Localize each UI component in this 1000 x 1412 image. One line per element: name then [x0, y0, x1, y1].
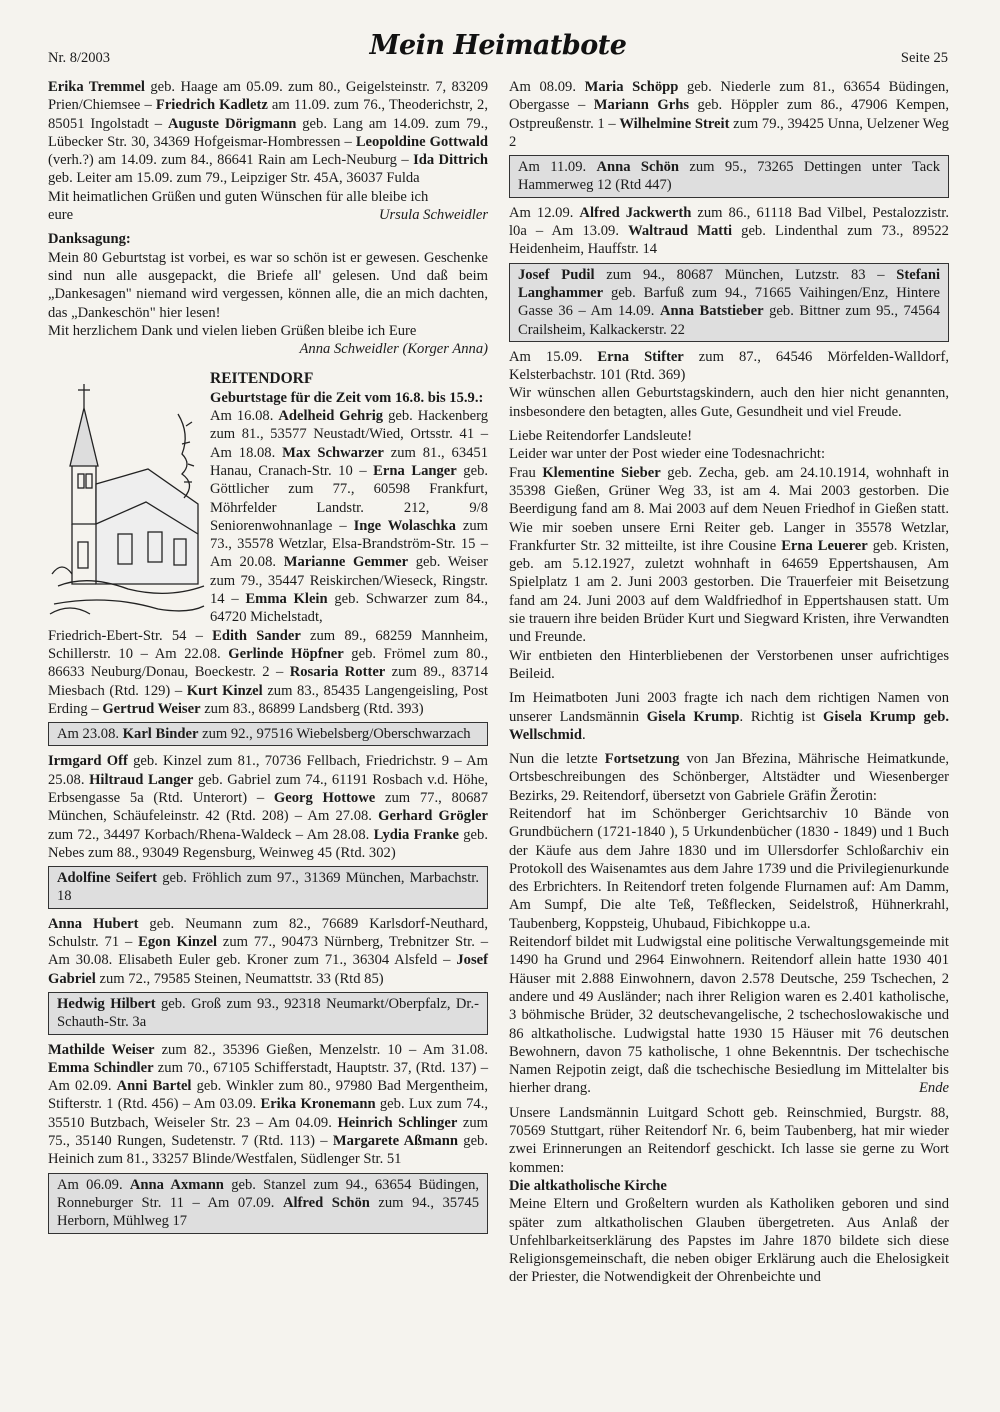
person-name: Mathilde Weiser: [48, 1041, 155, 1058]
person-name: Gerhard Grögler: [378, 808, 488, 825]
issue-number: Nr. 8/2003: [48, 50, 111, 66]
person-name: Erika Kronemann: [260, 1096, 376, 1113]
church-article-text: Meine Eltern und Großeltern wurden als Katholiken geboren und sind später zum altkatholischen Glauben übergetreten. Aus Anlaß der Unfehlbarkeitserklärung des Papstes im Jahre 1870 bildete sich diese Religionsgemeinschaft, die neben obiger Erklärung auch die Ehelosigkeit der Priester, die Notwendigkeit der Ohrenbeichte und: [509, 1196, 949, 1286]
person-name: Lydia Franke: [373, 826, 459, 843]
person-name: Waltraud Matti: [628, 223, 733, 240]
person-name: Kurt Kinzel: [186, 682, 263, 699]
person-name: Alfred Schön: [282, 1194, 370, 1211]
person-name: Edith Sander: [212, 627, 301, 644]
person-name: Gertrud Weiser: [102, 700, 201, 717]
birthday-list-7: Am 08.09. Maria Schöpp geb. Niederle zum 81., 63654 Büdingen, Obergasse – Mariann Grhs geb. Höppler zum 86., 47906 Kempen, Ostpreußenstr. 1 – Wilhelmine Streit zum 79., 39425 Unna, Uelzener Weg 2: [509, 79, 949, 150]
person-name: Alfred Jackwerth: [579, 204, 692, 221]
ende-marker: Ende: [919, 1080, 949, 1097]
highlight-box-2: Adolfine Seifert geb. Fröhlich zum 97., 31369 München, Marbachstr. 18: [48, 866, 488, 909]
person-name: Emma Schindler: [48, 1059, 154, 1076]
greeting-signature: Ursula Schweidler: [378, 207, 488, 224]
church-article-heading: Die altkatholische Kirche: [509, 1177, 667, 1194]
greeting-eure: eure: [48, 207, 74, 224]
person-name: Josef Gabriel: [48, 952, 488, 987]
person-name: Ida Dittrich: [413, 152, 488, 169]
greeting-text: Mit heimatlichen Grüßen und guten Wünschen für alle bleibe ich: [48, 188, 429, 205]
person-name: Fortsetzung: [604, 751, 680, 768]
greeting: [48, 188, 488, 206]
name-correction: Im Heimatboten Juni 2003 fragte ich nach dem richtigen Namen von unserer Landsmännin Gisela Krump. Richtig ist Gisela Krump geb. Wellschmid.: [509, 690, 950, 743]
condolence-text: Wir entbieten den Hinterbliebenen der Verstorbenen unser aufrichtiges Beileid.: [509, 647, 949, 682]
masthead-logo: Mein Heimatbote: [369, 30, 627, 61]
death-notice-intro: Leider war unter der Post wieder eine Todesnachricht:: [509, 446, 826, 463]
left-column: [48, 78, 488, 1240]
highlight-box-6: Josef Pudil zum 94., 80687 München, Lutzstr. 83 – Stefani Langhammer geb. Barfuß zum 94., 71665 Vaihingen/Enz, Hintere Gasse 36 – Am 14.09. Anna Batstieber geb. Bittner zum 95., 74564 Crailsheim, Kalkackerstr. 22: [509, 263, 949, 342]
danksagung-text: Mein 80 Geburtstag ist vorbei, es war so schön ist er gewesen. Geschenke sind nun alle ausgepackt, die Briefe all' gelesen. Und daß beim „Dankesagen" niemand wird vergessen, können alle, die an mich dachten, das „Dankeschön" hier lesen!: [48, 249, 488, 321]
person-name: Marianne Gemmer: [283, 554, 409, 571]
person-name: Erika Tremmel: [48, 79, 145, 95]
person-name: Anna Axmann: [129, 1176, 224, 1193]
person-name: Margarete Aßmann: [332, 1133, 458, 1150]
highlight-box-4: Am 06.09. Anna Axmann geb. Stanzel zum 94., 63654 Büdingen, Ronneburger Str. 11 – Am 07.09. Alfred Schön zum 94., 35745 Herborn, Mühlweg 17: [48, 1173, 488, 1234]
person-name: Gerlinde Höpfner: [228, 645, 344, 662]
salutation: Liebe Reitendorfer Landsleute!: [509, 428, 693, 445]
birthday-period-heading: Geburtstage für die Zeit vom 16.8. bis 15.9.:: [210, 389, 484, 406]
birthday-list-4: Irmgard Off geb. Kinzel zum 81., 70736 Fellbach, Friedrichstr. 9 – Am 25.08. Hiltraud Langer geb. Gabriel zum 74., 61191 Rosbach v.d. Höhe, Erbsengasse 5a (Rtd. Unterort) – Georg Hottowe zum 77., 80687 München, Schäufeleinstr. 42 (Rtd. 208) – Am 27.08. Gerhard Grögler zum 72., 34497 Korbach/Rhena-Waldeck – Am 28.08. Lydia Franke geb. Nebes zum 88., 93049 Regensburg, Weinweg 45 (Rtd. 302): [48, 753, 489, 861]
person-name: Hedwig Hilbert: [57, 995, 156, 1012]
page-number: Seite 25: [900, 50, 948, 66]
danksagung-signature: Anna Schweidler (Korger Anna): [299, 341, 488, 358]
person-name: Rosaria Rotter: [289, 664, 386, 681]
person-name: Anna Schön: [596, 159, 680, 176]
person-name: Erna Leuerer: [781, 537, 868, 554]
death-notice: Frau Klementine Sieber geb. Zecha, geb. am 24.10.1914, wohnhaft in 35398 Gießen, Grüner Weg 33, ist am 4. Mai 2003 gestorben. Die Beerdigung fand am 8. Mai 2003 auf dem Neuen Friedhof in Gießen statt. Wie mir soeben unsere Erni Reiter geb. Langer in 35578 Wetzlar, Frankfurter Str. 32 mitteilte, ist ihre Cousine Erna Leuerer geb. Kristen, geb. am 5.12.1927, zuletzt wohnhaft in 64659 Eppertshausen, Am Spielplatz 1 am 2. Juni 2003 gestorben. Die Trauerfeier mit Beisetzung fand am 24. Juni 2003 auf dem Waldfriedhof in Eppertshausen statt. Um sie trauern ihre beiden Brüder Kurt und Siegward Kristen, ihre Verwandten und Freunde.: [509, 464, 950, 646]
right-column: [509, 78, 949, 1287]
person-name: Wilhelmine Streit: [619, 115, 730, 132]
highlight-box-5: Am 11.09. Anna Schön zum 95., 73265 Dettingen unter Tack Hammerweg 12 (Rtd 447): [509, 155, 949, 198]
church-illustration: [48, 374, 206, 622]
person-name: Adolfine Seifert: [57, 870, 158, 887]
danksagung-text-2: Mit herzlichem Dank und vielen lieben Grüßen bleibe ich Eure: [48, 322, 417, 339]
birthday-list-6: Mathilde Weiser zum 82., 35396 Gießen, Menzelstr. 10 – Am 31.08. Emma Schindler zum 70., 67105 Schifferstadt, Hauptstr. 37, (Rtd. 137) – Am 02.09. Anni Bartel geb. Winkler zum 80., 97980 Bad Mergentheim, Stifterstr. 1 (Rtd. 456) – Am 03.09. Erika Kronemann geb. Lux zum 74., 35510 Butzbach, Weiseler Str. 23 – Am 04.09. Heinrich Schlinger zum 75., 35140 Rungen, Sudetenstr. 7 (Rtd. 113) – Margarete Aßmann geb. Heinich zum 81., 33257 Blinde/Westfalen, Südlenger Str. 51: [48, 1041, 489, 1168]
person-name: Anna Hubert: [48, 915, 139, 932]
person-name: Adelheid Gehrig: [278, 408, 384, 425]
person-name: Klementine Sieber: [542, 464, 661, 481]
person-name: Georg Hottowe: [273, 789, 376, 806]
person-name: Erna Langer: [373, 462, 457, 479]
person-name: Karl Binder: [122, 726, 199, 743]
birthday-list-1: Erika Tremmel geb. Haage am 05.09. zum 80., Geigelsteinstr. 7, 83209 Prien/Chiemsee – Friedrich Kadletz am 11.09. zum 76., Theoderichstr, 2, 85051 Ingolstadt – Auguste Dörigmann geb. Lang am 14.09. zum 79., Lübecker Str. 30, 34369 Hofgeismar-Hombressen – Leopoldine Gottwald (verh.?) am 14.09. zum 84., 86641 Rain am Lech-Neuburg – Ida Dittrich geb. Leiter am 15.09. zum 79., Leipziger Str. 45A, 36037 Fulda: [48, 79, 488, 187]
danksagung-heading: Danksagung:: [48, 231, 131, 248]
wishes-text: Wir wünschen allen Geburtstagskindern, auch den hier nicht genannten, insbesondere den betagten, alles Gute, Gesundheit und viel Freude.: [509, 385, 949, 420]
reitendorf-heading: REITENDORF: [210, 370, 314, 388]
person-name: Stefani Langhammer: [518, 266, 941, 301]
highlight-box-1: Am 23.08. Karl Binder zum 92., 97516 Wiebelsberg/Oberschwarzach: [48, 722, 488, 746]
page-header: [48, 30, 948, 72]
person-name: Anna Batstieber: [659, 303, 764, 320]
person-name: Auguste Dörigmann: [167, 115, 297, 132]
person-name: Max Schwarzer: [282, 444, 384, 461]
history-text-2: [509, 933, 949, 1098]
birthday-list-5: Anna Hubert geb. Neumann zum 82., 76689 Karlsdorf-Neuthard, Schulstr. 71 – Egon Kinzel zum 77., 90473 Nürnberg, Trebnitzer Str. – Am 30.08. Elisabeth Euler geb. Kroner zum 71., 36304 Alsfeld – Josef Gabriel zum 72., 79585 Steinen, Neumattstr. 33 (Rtd 85): [48, 915, 489, 987]
person-name: Friedrich Kadletz: [155, 97, 268, 114]
person-name: Anni Bartel: [116, 1078, 192, 1095]
birthday-list-8: Am 12.09. Alfred Jackwerth zum 86., 61118 Bad Vilbel, Pestalozzistr. l0a – Am 13.09. Waltraud Matti geb. Lindenthal zum 73., 89522 Heidenheim, Hauffstr. 14: [509, 204, 950, 258]
history-text-2-body: Reitendorf bildet mit Ludwigstal eine politische Verwaltungsgemeinde mit 1490 ha Grund und 2964 Einwohnern. Reitendorf allein hatte 1930 401 Häuser mit 2.888 Einwohnern, davon 2.578 Deutsche, 259 Tschechen, 2 andere und 49 Ausländer; nach ihrer Religion waren es 2.401 katholische, 3 böhmische Brüder, 32 deutschevangelische, 2 tschechoslowakische und 86 altkatholische. Ludwigstal hatte 1930 15 Häuser mit 76 deutschen Bewohnern, davon 75 katholische, 1 ohne Bekenntnis. Der tschechische Namen Rejpotin zeigt, daß die tschechische Besiedlung im Mittelalter bis hierher drang.: [509, 934, 949, 1097]
person-name: Josef Pudil: [518, 266, 595, 283]
person-name: Gisela Krump geb. Wellschmid: [509, 708, 950, 743]
greeting-signature-line: [48, 206, 488, 224]
person-name: Irmgard Off: [48, 753, 128, 770]
continuation-intro: Nun die letzte Fortsetzung von Jan Březina, Mährische Heimatkunde, Ortsbeschreibungen des Schönberger, Altstädter und Wiesenberger Bezirks, 29. Reitendorf, übersetzt von Gabriele Gräfin Žerotin:: [509, 751, 949, 804]
reitendorf-section: [48, 370, 488, 626]
history-text-1: Reitendorf hat im Schönberger Gerichtsarchiv 10 Bände von Grundbüchern (1721-1840 ), 5 Urkundenbücher (1830 - 1849) und 1 Buch der Käufe aus dem Jahre 1830 und im Ullersdorfer Schloßarchiv ein Protokoll des Waisenamtes aus dem Jahre 1739 und die Privilegienurkunde des Erbrichters. In Reitendorf treten folgende Flurnamen auf: Am Damm, Am Sumpf, Die alte Teß, Teßflecken, Seidelstroß, Hühnerkrahl, Taubenberg, Koppsteig, Uhubaud, Fibichkoppe u.a.: [509, 805, 949, 932]
person-name: Egon Kinzel: [138, 934, 217, 951]
person-name: Maria Schöpp: [584, 79, 679, 95]
schott-intro: Unsere Landsmännin Luitgard Schott geb. Reinschmied, Burgstr. 88, 70569 Stuttgart, rüher Reitendorf Nr. 6, beim Taubenberg, hat mir wieder zwei Erinnerungen an Reitendorf geschickt. Ich lasse sie gerne zu Wort kommen:: [509, 1104, 949, 1176]
person-name: Mariann Grhs: [593, 97, 690, 114]
birthday-list-3: Friedrich-Ebert-Str. 54 – Edith Sander zum 89., 68259 Mannheim, Schillerstr. 10 – Am 22.08. Gerlinde Höpfner geb. Frömel zum 80., 86633 Neuburg/Donau, Boeckestr. 2 – Rosaria Rotter zum 89., 83714 Miesbach (Rtd. 129) – Kurt Kinzel zum 83., 85435 Langengeisling, Post Erding – Gertrud Weiser zum 83., 86899 Landsberg (Rtd. 393): [48, 627, 488, 717]
person-name: Inge Wolaschka: [353, 517, 456, 534]
reitendorf-text: [206, 370, 488, 626]
person-name: Heinrich Schlinger: [337, 1114, 458, 1131]
person-name: Erna Stifter: [597, 348, 684, 365]
birthday-list-2: Am 16.08. Adelheid Gehrig geb. Hackenberg zum 81., 53577 Neustadt/Wied, Ortsstr. 41 – Am 18.08. Max Schwarzer zum 81., 63451 Hanau, Cranach-Str. 10 – Erna Langer geb. Göttlicher zum 77., 60598 Frankfurt, Möhrfelder Landstr. 212, 9/8 Seniorenwohnanlage – Inge Wolaschka zum 73., 35578 Wetzlar, Elsa-Brandström-Str. 15 – Am 20.08. Marianne Gemmer geb. Weiser zum 79., 35447 Reiskirchen/Wieseck, Ringstr. 14 – Emma Klein geb. Schwarzer zum 84., 64720 Michelstadt,: [210, 408, 489, 626]
person-name: Hiltraud Langer: [89, 771, 194, 788]
highlight-box-3: Hedwig Hilbert geb. Groß zum 93., 92318 Neumarkt/Oberpfalz, Dr.-Schauth-Str. 3a: [48, 992, 488, 1035]
person-name: Emma Klein: [245, 591, 328, 608]
person-name: Leopoldine Gottwald: [355, 133, 488, 150]
birthday-list-9: Am 15.09. Erna Stifter zum 87., 64546 Mörfelden-Walldorf, Kelsterbachstr. 101 (Rtd. 369): [509, 348, 949, 384]
person-name: Gisela Krump: [646, 708, 740, 725]
